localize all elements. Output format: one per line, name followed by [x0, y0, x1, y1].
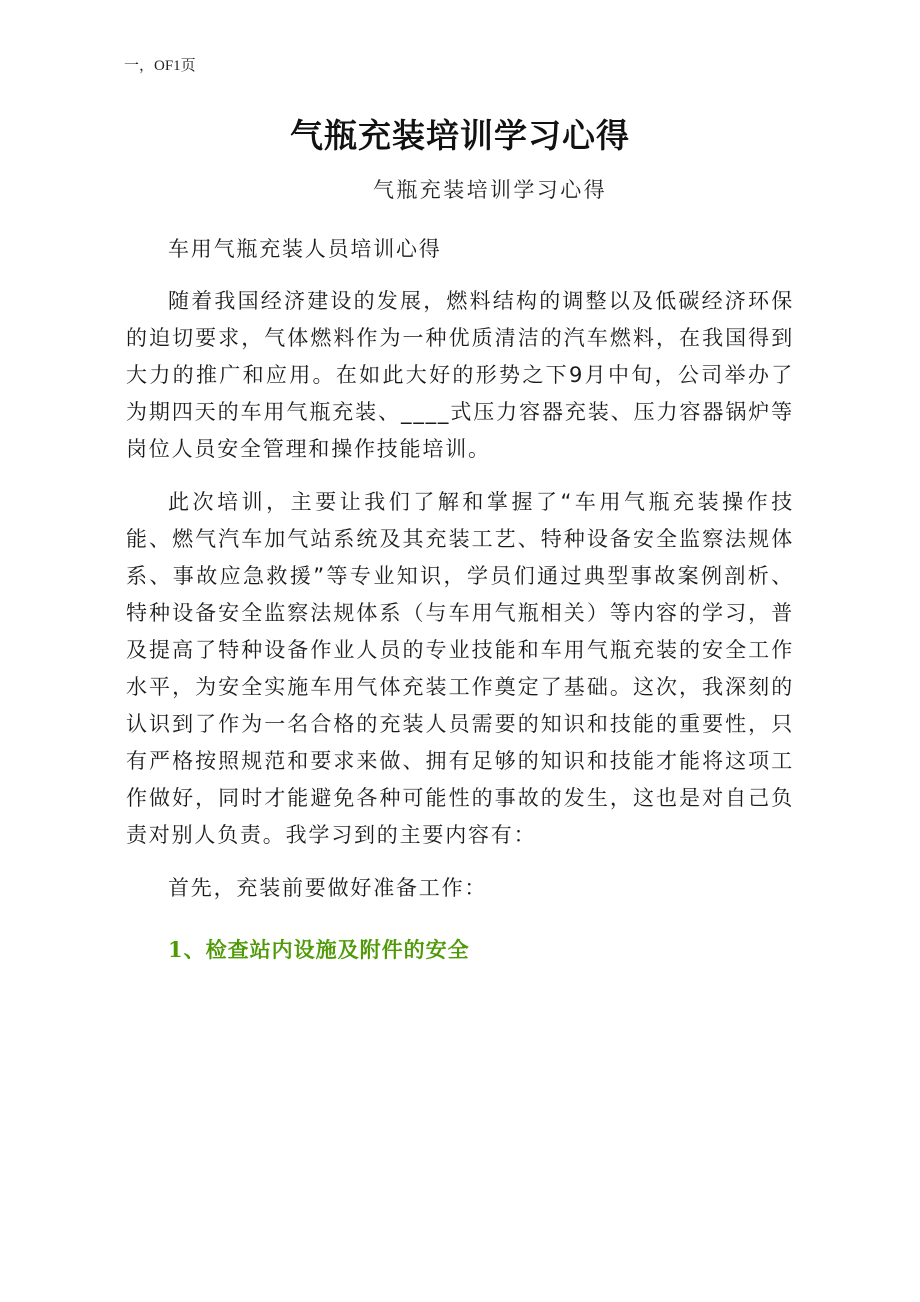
document-subtitle: 气瓶充装培训学习心得	[373, 178, 607, 202]
paragraph-intro-heading: 车用气瓶充装人员培训心得	[168, 237, 442, 261]
section-heading-1: 1、检查站内设施及附件的安全	[168, 937, 470, 962]
paragraph-preparation: 首先，充装前要做好准备工作：	[168, 876, 488, 900]
paragraph-training-content: 此次培训，主要让我们了解和掌握了“车用气瓶充装操作技能、燃气汽车加气站系统及其充装工艺、特种设备安全监察法规体系、事故应急救援”等专业知识，学员们通过典型事故案例剖析、特种设备安全监察法规体系（与车用气瓶相关）等内容的学习，普及提高了特种设备作业人员的专业技能和车用气瓶充装的安全工作水平，为安全实施车用气体充装工作奠定了基础。这次，我深刻的认识到了作为一名合格的充装人员需要的知识和技能的重要性，只有严格按照规范和要求来做、拥有足够的知识和技能才能将这项工作做好，同时才能避免各种可能性的事故的发生，这也是对自己负责对别人负责。我学习到的主要内容有：	[126, 490, 794, 847]
paragraph-background: 随着我国经济建设的发展，燃料结构的调整以及低碳经济环保的迫切要求，气体燃料作为一种优质清洁的汽车燃料，在我国得到大力的推广和应用。在如此大好的形势之下9月中旬，公司举办了为期四天的车用气瓶充装、____式压力容器充装、压力容器锅炉等岗位人员安全管理和操作技能培训。	[126, 289, 794, 461]
document-title: 气瓶充装培训学习心得	[290, 116, 630, 155]
page-header: 一，OF1页	[124, 58, 196, 74]
document-body	[126, 231, 794, 968]
